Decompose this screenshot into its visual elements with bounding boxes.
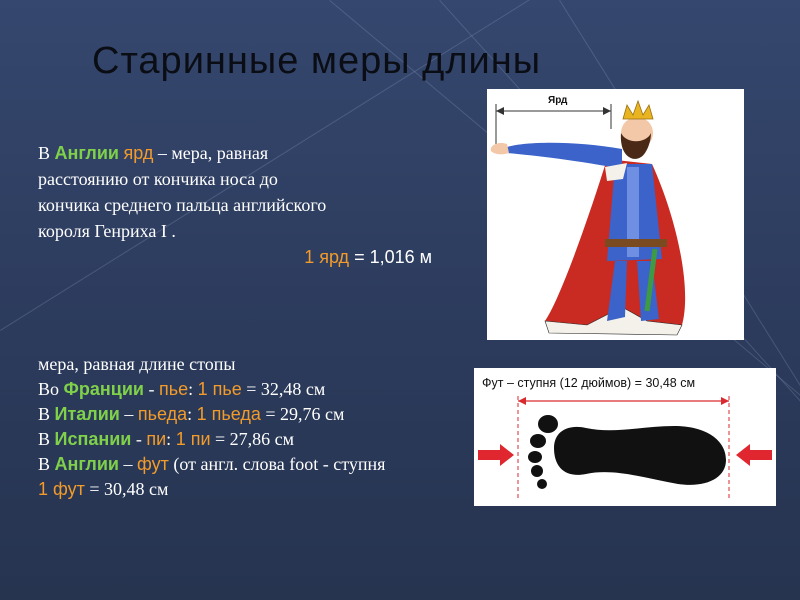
slide-title: Старинные меры длины (92, 40, 542, 82)
foot-illustration (474, 368, 776, 506)
yard-prefix: В (38, 143, 55, 163)
yard-equation (38, 244, 478, 270)
eq-term-pieda: 1 пьеда (196, 404, 261, 424)
country-france: Франции (63, 379, 144, 399)
term-pi: пи (146, 429, 167, 449)
term-pieda: пьеда (137, 404, 188, 424)
yard-line-2: расстоянию от кончика носа до (38, 169, 278, 189)
yard-line-3: кончика среднего пальца английского (38, 195, 327, 215)
right-arrow-icon (736, 444, 772, 466)
king-illustration (487, 89, 744, 340)
yard-label: Ярд (548, 95, 568, 106)
term-yard: ярд (123, 143, 154, 163)
eq-term-foot: 1 фут (38, 479, 85, 499)
row-prefix: Во (38, 379, 64, 399)
eq-rest: = 27,86 см (210, 429, 295, 449)
foot-drawing (474, 368, 776, 506)
england-rest: (от англ. слова foot - ступня (168, 454, 386, 474)
foot-row-italy (38, 402, 478, 427)
row-sep: – (119, 404, 138, 424)
row-prefix: В (38, 454, 55, 474)
left-arrow-icon (478, 444, 514, 466)
yard-paragraph (38, 140, 478, 270)
country-england: Англии (54, 143, 120, 163)
eq-rest: = 32,48 см (241, 379, 326, 399)
foot-row-france (38, 377, 478, 402)
foot-diagram-label: Фут – ступня (12 дюймов) = 30,48 см (482, 376, 696, 390)
yard-eq-term: 1 ярд (304, 247, 350, 267)
eq-term-pie: 1 пье (197, 379, 242, 399)
country-england-foot: Англии (54, 454, 120, 474)
country-spain: Испании (54, 429, 132, 449)
row-prefix: В (38, 429, 55, 449)
eq-rest: = 30,48 см (84, 479, 169, 499)
yard-line-4: короля Генриха I . (38, 221, 176, 241)
king-drawing (487, 89, 744, 340)
row-sep: - (143, 379, 159, 399)
country-italy: Италии (54, 404, 120, 424)
yard-measure-line (496, 104, 611, 145)
foot-paragraph (38, 352, 478, 502)
row-prefix: В (38, 404, 55, 424)
yard-text-1: – мера, равная (153, 143, 269, 163)
row-colon: : (166, 429, 176, 449)
row-sep: - (131, 429, 147, 449)
row-colon: : (187, 404, 197, 424)
row-colon: : (188, 379, 198, 399)
foot-intro: мера, равная длине стопы (38, 354, 236, 374)
foot-row-final (38, 477, 478, 502)
term-pie: пье (158, 379, 189, 399)
eq-rest: = 29,76 см (260, 404, 345, 424)
foot-row-england (38, 452, 478, 477)
eq-term-pi: 1 пи (175, 429, 211, 449)
yard-eq-rest: = 1,016 м (349, 247, 432, 267)
row-sep: – (119, 454, 138, 474)
term-foot: фут (137, 454, 169, 474)
foot-row-spain (38, 427, 478, 452)
